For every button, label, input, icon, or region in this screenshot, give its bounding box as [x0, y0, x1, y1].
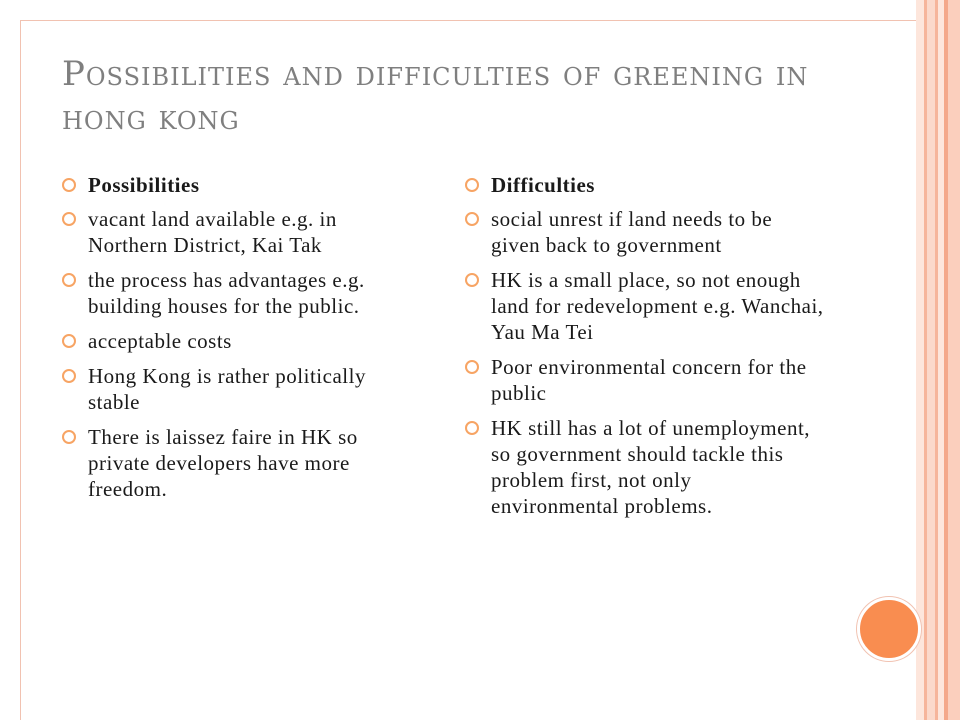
ring-bullet-icon	[62, 273, 76, 287]
ring-bullet-icon	[465, 360, 479, 374]
difficulties-list	[465, 172, 825, 519]
heading-text: Possibilities	[88, 173, 200, 197]
stripe	[916, 0, 924, 720]
list-item	[465, 206, 825, 258]
list-item-text: Poor environmental concern for the public	[491, 355, 807, 405]
list-item	[465, 267, 825, 345]
stripe	[927, 0, 935, 720]
ring-bullet-icon	[465, 178, 479, 192]
ring-bullet-icon	[62, 430, 76, 444]
slide-title: Possibilities and difficulties of greening in hong kong	[62, 54, 809, 138]
list-heading	[465, 172, 825, 198]
list-item-text: HK is a small place, so not enough land for redevelopment e.g. Wanchai, Yau Ma Tei	[491, 268, 824, 344]
list-item-text: vacant land available e.g. in Northern District, Kai Tak	[88, 207, 337, 257]
difficulties-column	[465, 172, 825, 528]
ring-bullet-icon	[62, 212, 76, 226]
ring-bullet-icon	[62, 369, 76, 383]
ring-bullet-icon	[465, 212, 479, 226]
stripe	[948, 0, 960, 720]
list-item	[62, 363, 407, 415]
list-item-text: Hong Kong is rather politically stable	[88, 364, 366, 414]
ring-bullet-icon	[465, 421, 479, 435]
list-item-text: There is laissez faire in HK so private developers have more freedom.	[88, 425, 358, 501]
orange-circle-icon	[857, 597, 921, 661]
possibilities-list	[62, 172, 407, 502]
ring-bullet-icon	[62, 334, 76, 348]
list-item	[62, 328, 407, 354]
list-item-text: acceptable costs	[88, 329, 232, 353]
list-item-text: social unrest if land needs to be given back to government	[491, 207, 773, 257]
heading-text: Difficulties	[491, 173, 595, 197]
list-item	[62, 267, 407, 319]
list-item	[465, 354, 825, 406]
list-item-text: the process has advantages e.g. building houses for the public.	[88, 268, 365, 318]
list-item-text: HK still has a lot of unemployment, so government should tackle this problem first, not only environmental problems.	[491, 416, 811, 518]
list-item	[465, 415, 825, 519]
list-item	[62, 206, 407, 258]
ring-bullet-icon	[62, 178, 76, 192]
ring-bullet-icon	[465, 273, 479, 287]
list-heading	[62, 172, 407, 198]
possibilities-column	[62, 172, 407, 511]
list-item	[62, 424, 407, 502]
right-decorative-stripes	[916, 0, 960, 720]
